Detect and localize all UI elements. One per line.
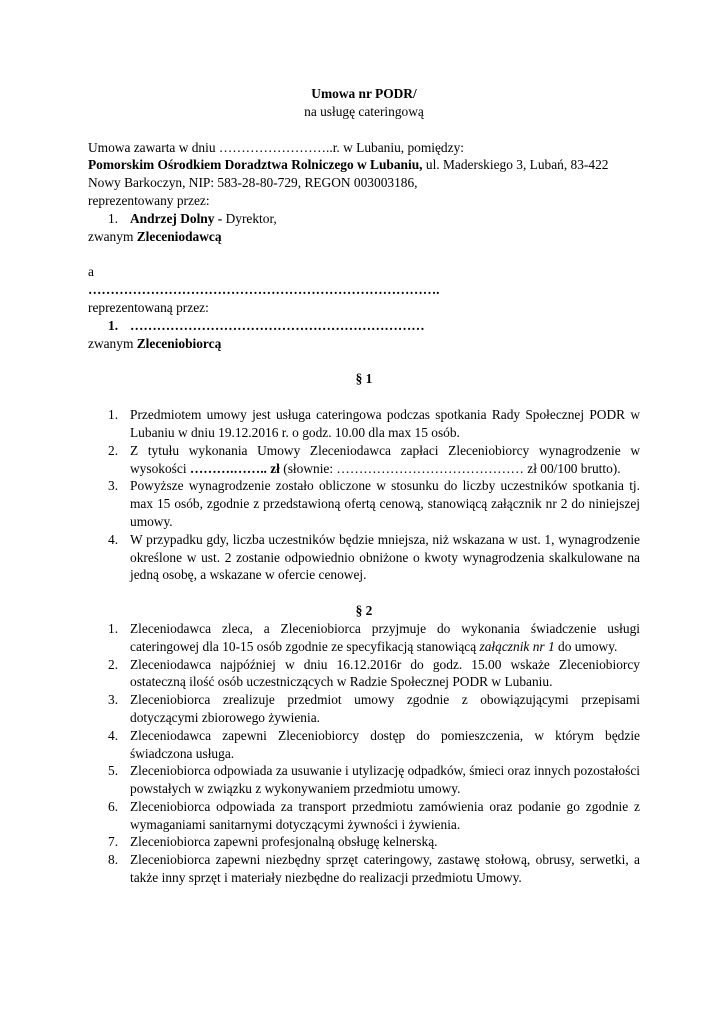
contractor-called-prefix: zwanym [88,335,137,351]
list-item-num: 4. [108,531,119,547]
list-item-num: 1. [108,407,119,423]
list-item [88,620,640,656]
and-word: a [88,264,94,280]
list-item [88,442,640,478]
org-line [88,156,640,174]
attachment-ref: załącznik nr 1 [479,638,555,654]
list-item-text-cont: do umowy. [554,638,618,654]
contract-intro: Umowa zawarta w dniu ……………………..r. w Lubaniu, pomiędzy: [88,139,464,155]
list-item-num: 1. [108,620,119,636]
list-item [88,477,640,530]
list-item-text: W przypadku gdy, liczba uczestników będzie mniejsza, niż wskazana w ust. 1, wynagrodzenie określone w ust. 2 zostanie odpowiednio obniżone o kwoty wynagrodzenia skalkulowane na jedną osobę, a wskazane w ofercie cenowej. [130,531,640,583]
org-address-2: Nowy Barkoczyn, NIP: 583-28-80-729, REGON 003003186, [88,175,418,191]
list-item-text: Zleceniobiorca zapewni niezbędny sprzęt cateringowy, zastawę stołową, obrusy, serwetki, a także inny sprzęt i materiały niezbędne do realizacji przedmiotu Umowy. [130,852,640,886]
list-item-text: Zleceniodawca najpóźniej w dniu 16.12.2016r do godz. 15.00 wskaże Zleceniobiorcy ostateczną ilość osób uczestniczących w Radzie Społecznej PODR w Lubaniu. [130,656,640,690]
list-item-num: 8. [108,852,119,868]
amount-placeholder: ……….…….. zł [189,460,280,476]
section-2-list [88,620,640,887]
list-item [88,531,640,584]
list-item-text: Zleceniobiorca odpowiada za usuwanie i utylizację odpadków, śmieci oraz innych pozostałości powstałych w związku z wykonywaniem przedmiotu umowy. [130,763,640,797]
list-item-num: 5. [108,763,119,779]
represented-by: reprezentowany przez: [88,192,210,208]
list-item-num: 2. [108,656,119,672]
document-body [88,85,640,887]
list-item-num: 3. [108,692,119,708]
org-name: Pomorskim Ośrodkiem Doradztwa Rolniczego w Lubaniu, [88,157,423,173]
section-1-heading: § 1 [355,371,373,387]
org-address-1: ul. Maderskiego 3, Lubań, 83-422 [422,157,609,173]
section-1-list [88,406,640,584]
list-item-text: Zleceniobiorca zapewni profesjonalną obsługę kelnerską. [130,834,438,850]
list-item [88,851,640,887]
list-item [88,798,640,834]
list-item-text: Zleceniobiorca odpowiada za transport przedmiotu zamówienia oraz podanie go zgodnie z wymaganiami sanitarnymi dotyczącymi żywności i żywienia. [130,798,640,832]
list-item-text: Zleceniobiorca zrealizuje przedmiot umowy zgodnie z obowiązującymi przepisami dotyczącymi zbiorowego żywienia. [130,692,640,725]
list-item-num: 7. [108,834,119,850]
section-2-heading: § 2 [355,603,373,619]
representative-name: Andrzej Dolny - [130,210,223,226]
representative-item [88,210,640,228]
list-item-text-cont: (słownie: …………………………………… zł 00/100 brutto). [279,460,621,476]
contract-title: Umowa nr PODR/ [311,86,417,101]
list-item [88,691,640,727]
list-item-num: 3. [108,478,119,494]
list-item-text: Przedmiotem umowy jest usługa cateringowa podczas spotkania Rady Społecznej PODR w Lubaniu w dniu 19.12.2016 r. o godz. 10.00 dla max 15 osób. [130,407,640,440]
contractor-placeholder: ……………………………………………………………………. [88,282,440,298]
contract-subtitle: na usługę cateringową [304,103,424,119]
contractor-called-line [88,335,640,353]
list-item [88,833,640,851]
contractor-role: Zleceniobiorcą [136,335,222,351]
list-item-num: 4. [108,727,119,743]
list-item [88,762,640,798]
list-item [88,727,640,763]
list-item-text: Zleceniodawca zleca, a Zleceniobiorca przyjmuje do wykonania świadczenie usługi cateringowej dla 10-15 osób zgodnie ze specyfikacją stanowiącą [130,620,640,654]
list-item [88,656,640,692]
client-called-prefix: zwanym [88,228,137,244]
list-item-num: 6. [108,798,119,814]
contractor-rep-item [88,317,640,335]
represented-by-2: reprezentowaną przez: [88,299,209,315]
contractor-rep-placeholder: ………………………………………………………… [130,317,425,333]
list-item-num: 2. [108,442,119,458]
list-item-text: Powyższe wynagrodzenie zostało obliczone w stosunku do liczby uczestników spotkania tj. max 15 osób, zgodnie z przedstawioną ofertą cenową, stanowiącą załącznik nr 2 do niniejszej umowy. [130,478,640,529]
list-item-text: Zleceniodawca zapewni Zleceniobiorcy dostęp do pomieszczenia, w którym będzie świadczona usługa. [130,727,640,761]
list-item-text: Z tytułu wykonania Umowy Zleceniodawca zapłaci Zleceniobiorcy wynagrodzenie w wysokości [130,442,640,476]
client-called-line [88,228,640,246]
representative-num: 1. [108,210,119,226]
representative-role: Dyrektor, [222,210,277,226]
client-role: Zleceniodawcą [136,228,222,244]
list-item [88,406,640,442]
contractor-rep-num: 1. [108,317,119,333]
